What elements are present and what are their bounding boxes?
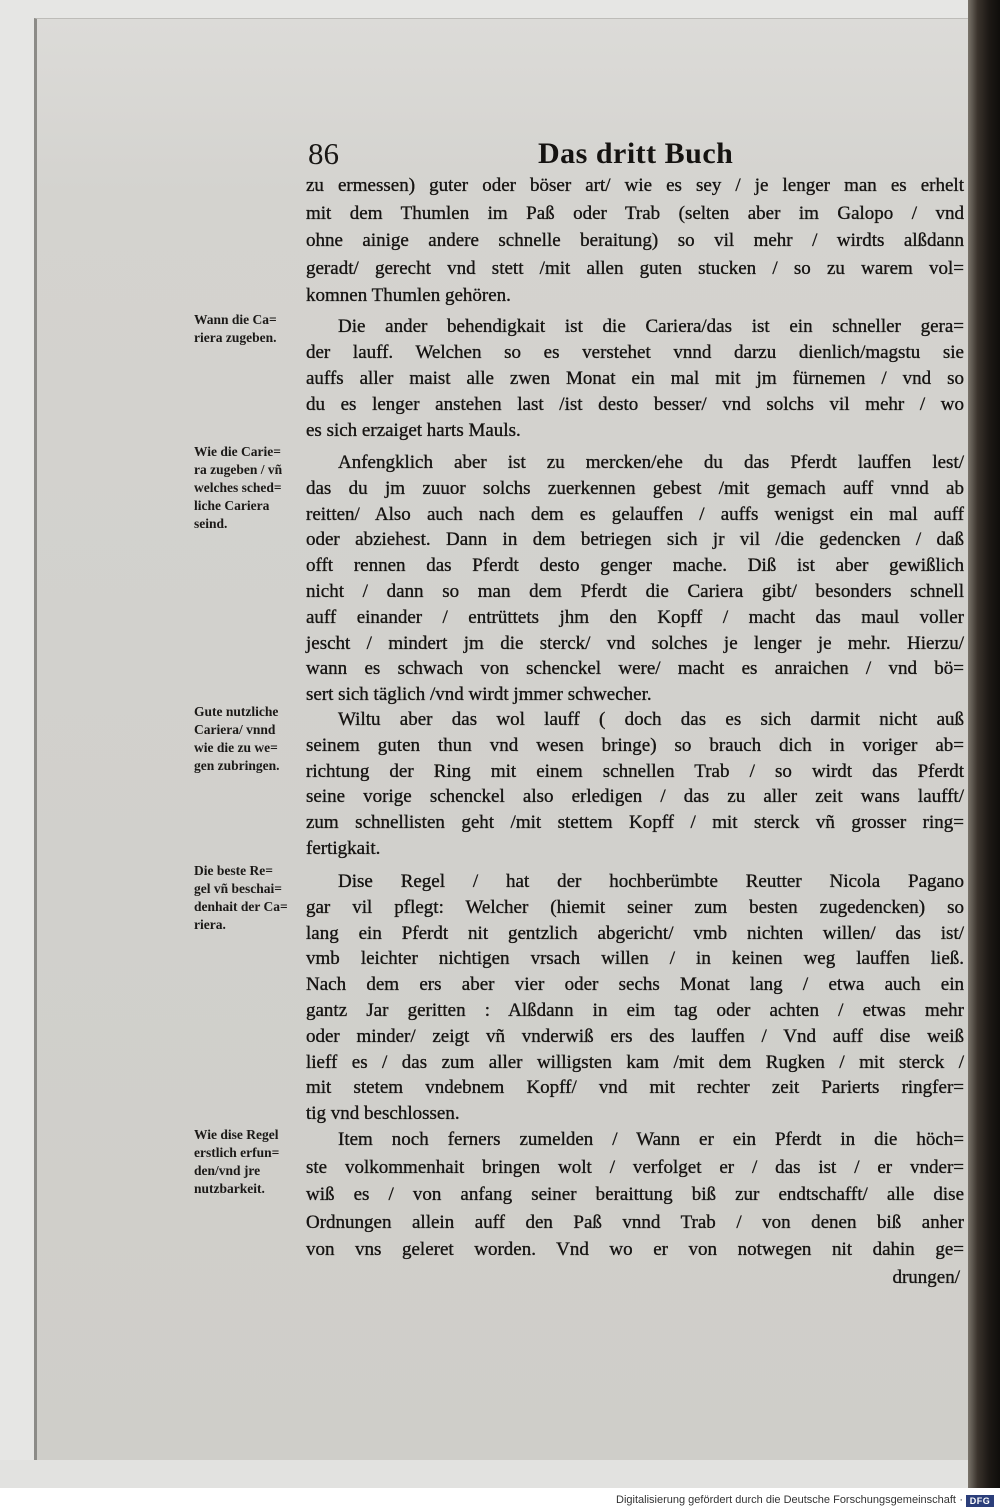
text-line: gar vil pflegt: Welcher (hiemit seiner zum besten zugedencken) so xyxy=(306,896,964,918)
text-line: mit stetem vndebnem Kopff/ vnd mit rechter zeit Parierts ringfer= xyxy=(306,1077,964,1099)
text-line: zum schnellisten geht /mit stettem Kopff / mit sterck vñ grosser ring= xyxy=(306,812,964,834)
margin-note-line: welches sched= xyxy=(194,480,282,495)
text-line: oder minder/ zeigt vñ vnderwiß ers des lauffen / Vnd auff dise weiß xyxy=(306,1025,964,1047)
paragraph xyxy=(306,314,964,444)
margin-note xyxy=(194,311,310,347)
text-line: gantz Jar geritten : Alßdann in eim tag oder achten / etwas mehr xyxy=(306,999,964,1021)
margin-note-line: Wie dise Regel xyxy=(194,1127,279,1142)
text-line: lieff es / das zum aller willigsten kam /mit dem Rugken / mit sterck / xyxy=(306,1051,964,1073)
paragraph xyxy=(306,1126,964,1291)
page-number: 86 xyxy=(308,136,339,171)
text-line: Wiltu aber das wol lauff ( doch das es sich darmit nicht auß xyxy=(338,709,964,730)
text-line: Dise Regel / hat der hochberümbte Reutter Nicola Pagano xyxy=(338,871,964,892)
text-line: von vns geleret worden. Vnd wo er von notwegen nit dahin ge= xyxy=(306,1239,964,1260)
text-line: mit dem Thumlen im Paß oder Trab (selten aber im Galopo / vnd xyxy=(306,202,964,224)
margin-note-line: Cariera/ vnnd xyxy=(194,722,276,737)
text-line: ste volkommenhait bringen wolt / verfolget er / das ist / er vnder= xyxy=(306,1156,964,1178)
text-line: auff einander / entrüttets jhm den Kopff / macht das maul voller xyxy=(306,606,964,628)
margin-note-line: liche Cariera xyxy=(194,498,270,513)
paragraph xyxy=(306,869,964,1127)
margin-note xyxy=(194,703,310,775)
margin-note-line: den/vnd jre xyxy=(194,1163,261,1178)
text-line: jescht / mindert jm die sterck/ vnd solches je lenger je mehr. Hierzu/ xyxy=(306,632,964,654)
dfg-logo-icon: DFG xyxy=(966,1495,994,1507)
text-line: seinem guten thun vnd wesen bringe) so brauch dich in voriger ab= xyxy=(306,734,964,756)
paragraph xyxy=(306,450,964,708)
book-binding-edge xyxy=(968,0,1000,1488)
text-line: geradt/ gerecht vnd stett /mit allen guten stucken / so zu warem vol= xyxy=(306,257,964,279)
text-line: tig vnd beschlossen. xyxy=(306,1103,460,1125)
text-line: komnen Thumlen gehören. xyxy=(306,285,511,306)
margin-note-line: gel vñ beschai= xyxy=(194,881,282,896)
margin-note xyxy=(194,443,310,533)
text-line: oder abziehest. Dann in dem betriegen sich jr vil /die gedencken / daß xyxy=(306,529,964,551)
text-line: nicht / dann so man dem Pferdt die Cariera gibt/ besonders schnell xyxy=(306,580,964,602)
text-line: vmb leichter nichtigen vrsach willen / in keinen weg lauffen ließ. xyxy=(306,948,964,970)
text-line: Anfengklich aber ist zu mercken/ehe du das Pferdt lauffen lest/ xyxy=(338,452,964,473)
text-line: lang ein Pferdt nit gentzlich abgericht/ vmb nichten willen/ das ist/ xyxy=(306,922,964,944)
margin-note-line: riera. xyxy=(194,917,226,932)
paragraph xyxy=(306,172,964,310)
margin-note-line: ra zugeben / vñ xyxy=(194,462,283,477)
scan-bottom-margin xyxy=(0,1460,968,1488)
text-line: Item noch ferners zumelden / Wann er ein Pferdt in die höch= xyxy=(338,1129,964,1150)
text-line: Nach dem ers aber vier oder sechs Monat lang / etwa auch ein xyxy=(306,974,964,996)
margin-note-line: erstlich erfun= xyxy=(194,1145,280,1160)
text-line: das du jm zuuor solchs zuerkennen gebest /mit gemach auff vnnd ab xyxy=(306,477,964,499)
text-line: offt rennen das Pferdt desto genger mache. Diß ist aber gewißlich xyxy=(306,555,964,577)
footer-separator: · xyxy=(959,1494,963,1506)
text-line: ohne ainige andere schnelle beraitung) so vil mehr / wirdts alßdann xyxy=(306,230,964,251)
text-line: wann es schwach von schenckel were/ macht es anraichen / vnd bö= xyxy=(306,658,964,680)
catchword: drungen/ xyxy=(892,1266,960,1288)
text-line: du es lenger anstehen last /ist desto besser/ vnd solchs vil mehr / wo xyxy=(306,394,964,415)
text-line: sert sich täglich /vnd wirdt jmmer schwecher. xyxy=(306,684,652,706)
margin-note-line: Wie die Carie= xyxy=(194,444,281,459)
margin-note-line: gen zubringen. xyxy=(194,758,280,773)
footer-credit: Digitalisierung gefördert durch die Deutsche Forschungsgemeinschaft xyxy=(616,1494,956,1506)
margin-note-line: riera zugeben. xyxy=(194,330,277,345)
text-line: fertigkait. xyxy=(306,837,381,859)
margin-note-line: Wann die Ca= xyxy=(194,312,277,327)
text-line: richtung der Ring mit einem schnellen Trab / so wirdt das Pferdt xyxy=(306,760,964,782)
margin-note xyxy=(194,862,310,934)
text-line: wiß es / von anfang seiner beraittung biß zur endtschafft/ alle dise xyxy=(306,1184,964,1205)
margin-note-line: Die beste Re= xyxy=(194,863,273,878)
text-line: der lauff. Welchen so es verstehet vnnd darzu dienlich/magstu sie xyxy=(306,342,964,363)
text-line: Die ander behendigkait ist die Cariera/das ist ein schneller gera= xyxy=(338,316,964,337)
text-line: zu ermessen) guter oder böser art/ wie es sey / je lenger man es erhelt xyxy=(306,175,964,196)
running-title: Das dritt Buch xyxy=(538,137,734,170)
paragraph xyxy=(306,707,964,862)
margin-note-line: wie die zu we= xyxy=(194,740,278,755)
text-line: es sich erzaiget harts Mauls. xyxy=(306,420,521,441)
margin-note-line: Gute nutzliche xyxy=(194,704,279,719)
margin-note-line: seind. xyxy=(194,516,228,531)
margin-note-line: denhait der Ca= xyxy=(194,899,288,914)
margin-note xyxy=(194,1126,310,1198)
text-line: reitten/ Also auch nach dem es gelauffen / auffs wenigst ein mal auff xyxy=(306,503,964,525)
text-line: Ordnungen allein auff den Paß vnnd Trab / von denen biß anher xyxy=(306,1211,964,1233)
margin-note-line: nutzbarkeit. xyxy=(194,1181,265,1196)
text-line: auffs aller maist alle zwen Monat ein mal mit jm fürnemen / vnd so xyxy=(306,368,964,389)
text-line: seine vorige schenckel also erledigen / das zu aller zeit wans laufft/ xyxy=(306,786,964,808)
